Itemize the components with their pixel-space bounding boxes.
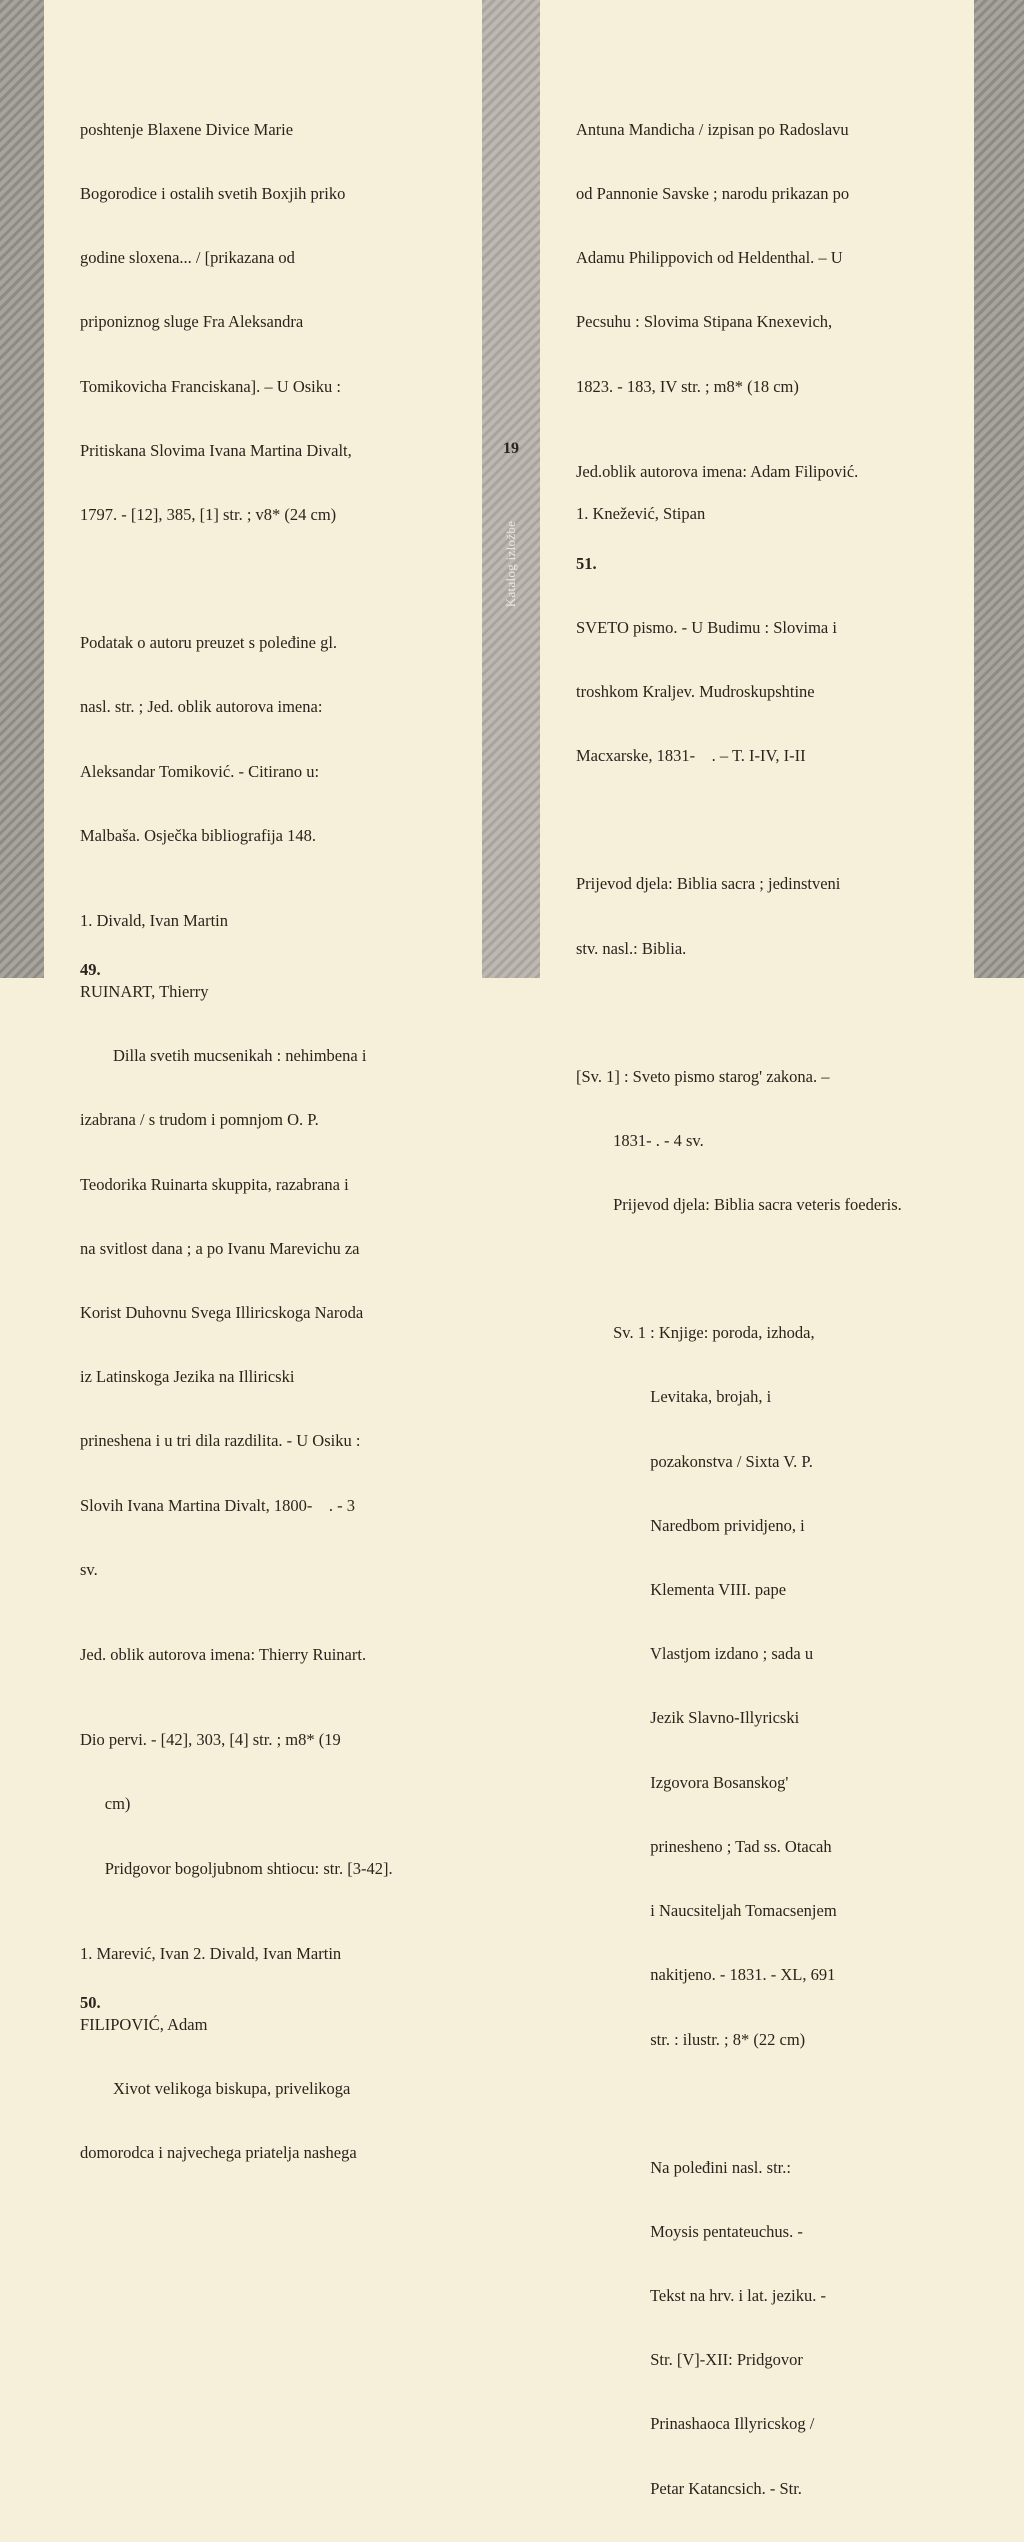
entry-51-note (576, 831, 966, 1002)
text-line: Sv. 1 : Knjige: poroda, izhoda, (576, 1323, 815, 1343)
text-line: Levitaka, brojah, i (576, 1387, 772, 1407)
text-line: troshkom Kraljev. Mudroskupshtine (576, 682, 815, 702)
text-line: Petar Katancsich. - Str. (576, 2478, 802, 2498)
text-line: 1831- . - 4 sv. (576, 1130, 704, 1150)
text-line: Pridgovor bogoljubnom shtiocu: str. [3-42]. (80, 1858, 393, 1878)
left-page-edge (0, 0, 44, 978)
text-line: [Sv. 1] : Sveto pismo starog' zakona. – (576, 1066, 830, 1086)
text-line: Podatak o autoru preuzet s poleđine gl. (80, 633, 338, 653)
entry-49-heading: RUINART, Thierry (80, 981, 209, 1001)
text-line: od Pannonie Savske ; narodu prikazan po (576, 184, 850, 204)
text-line: Antuna Mandicha / izpisan po Radoslavu (576, 119, 849, 139)
entry-48-title-continued (80, 76, 475, 568)
entry-49-part (80, 1686, 475, 1921)
text-line: prinesheno ; Tad ss. Otacah (576, 1836, 832, 1856)
text-line: Dio pervi. - [42], 303, [4] str. ; m8* (19 (80, 1730, 341, 1750)
text-line: Bogorodice i ostalih svetih Boxjih priko (80, 184, 346, 204)
text-line: Pecsuhu : Slovima Stipana Knexevich, (576, 312, 833, 332)
entry-48-note (80, 589, 475, 889)
text-line: Izgovora Bosanskog' (576, 1772, 789, 1792)
right-column (576, 76, 966, 2542)
text-line: izabrana / s trudom i pomnjom O. P. (80, 1110, 319, 1130)
entry-50-heading: FILIPOVIĆ, Adam (80, 2014, 208, 2034)
text-line: poshtenje Blaxene Divice Marie (80, 119, 294, 139)
left-column (80, 76, 475, 2206)
entry-49-title (80, 1002, 475, 1623)
text-line: na svitlost dana ; a po Ivanu Marevichu za (80, 1238, 360, 1258)
text-line: nasl. str. ; Jed. oblik autorova imena: (80, 697, 323, 717)
text-line: Adamu Philippovich od Heldenthal. – U (576, 248, 843, 268)
text-line: Teodorika Ruinarta skuppita, razabrana i (80, 1174, 349, 1194)
text-line: Korist Duhovnu Svega Illiricskoga Naroda (80, 1302, 364, 1322)
text-line: domorodca i najvechega priatelja nashega (80, 2143, 357, 2163)
entry-50-title-continued (576, 76, 966, 440)
text-line: Xivot velikoga biskupa, privelikoga (80, 2078, 351, 2098)
text-line: stv. nasl.: Biblia. (576, 938, 687, 958)
text-line: Prijevod djela: Biblia sacra ; jedinstveni (576, 874, 841, 894)
entry-51-number: 51. (576, 553, 597, 573)
text-line: prineshena i u tri dila razdilita. - U Osiku : (80, 1431, 361, 1451)
text-line: SVETO pismo. - U Budimu : Slovima i (576, 617, 837, 637)
text-line: Macxarske, 1831- . – T. I-IV, I-II (576, 746, 806, 766)
entry-49-author-form: Jed. oblik autorova imena: Thierry Ruinart. (80, 1645, 367, 1665)
text-line: Dilla svetih mucsenikah : nehimbena i (80, 1046, 367, 1066)
text-line: Tekst na hrv. i lat. jeziku. - (576, 2286, 826, 2305)
text-line: 1823. - 183, IV str. ; m8* (18 cm) (576, 376, 799, 396)
text-line: Tomikovicha Franciskana]. – U Osiku : (80, 376, 341, 396)
right-page-edge (974, 0, 1024, 978)
text-line: str. : ilustr. ; 8* (22 cm) (576, 2029, 806, 2049)
text-line: godine sloxena... / [prikazana od (80, 248, 295, 268)
book-gutter (482, 0, 540, 978)
text-line: Naredbom prividjeno, i (576, 1515, 805, 1535)
text-line: i Naucsiteljah Tomacsenjem (576, 1901, 837, 1921)
text-line: priponiznog sluge Fra Aleksandra (80, 312, 304, 332)
entry-51-volume-1-note (576, 2114, 966, 2542)
text-line: Vlastjom izdano ; sada u (576, 1644, 814, 1664)
text-line: Na poleđini nasl. str.: (576, 2157, 791, 2177)
entry-50-author-form: Jed.oblik autorova imena: Adam Filipović. (576, 461, 859, 481)
entry-49-number: 49. (80, 960, 101, 980)
text-line: sv. (80, 1559, 98, 1579)
entry-50-tracing: 1. Knežević, Stipan (576, 504, 706, 524)
text-line: iz Latinskoga Jezika na Illiricski (80, 1367, 295, 1387)
text-line: Malbaša. Osječka bibliografija 148. (80, 825, 316, 845)
text-line: 1797. - [12], 385, [1] str. ; v8* (24 cm) (80, 505, 337, 525)
text-line: Pritiskana Slovima Ivana Martina Divalt, (80, 440, 352, 460)
text-line: Prijevod djela: Biblia sacra veteris foederis. (576, 1195, 902, 1215)
text-line: Jezik Slavno-Illyricski (576, 1708, 800, 1728)
text-line: cm) (80, 1794, 131, 1814)
entry-50-title (80, 2035, 475, 2206)
entry-50-number: 50. (80, 1993, 101, 2013)
text-line: Slovih Ivana Martina Divalt, 1800- . - 3 (80, 1495, 355, 1515)
page-number: 19 (503, 440, 519, 457)
text-line: nakitjeno. - 1831. - XL, 691 (576, 1965, 836, 1985)
entry-51-volume-1 (576, 1023, 966, 1258)
entry-51-volume-1-part-1 (576, 1279, 966, 2092)
text-line: Prinashaoca Illyricskog / (576, 2414, 815, 2434)
entry-49-tracing: 1. Marević, Ivan 2. Divald, Ivan Martin (80, 1943, 342, 1963)
text-line: Str. [V]-XII: Pridgovor (576, 2350, 803, 2370)
text-line: Klementa VIII. pape (576, 1580, 787, 1599)
entry-48-tracing: 1. Divald, Ivan Martin (80, 911, 229, 931)
text-line: Aleksandar Tomiković. - Citirano u: (80, 761, 320, 781)
text-line: Moysis pentateuchus. - (576, 2221, 803, 2241)
text-line: pozakonstva / Sixta V. P. (576, 1451, 813, 1471)
running-title: Katalog izložbe (503, 520, 518, 608)
entry-51-title (576, 574, 966, 809)
